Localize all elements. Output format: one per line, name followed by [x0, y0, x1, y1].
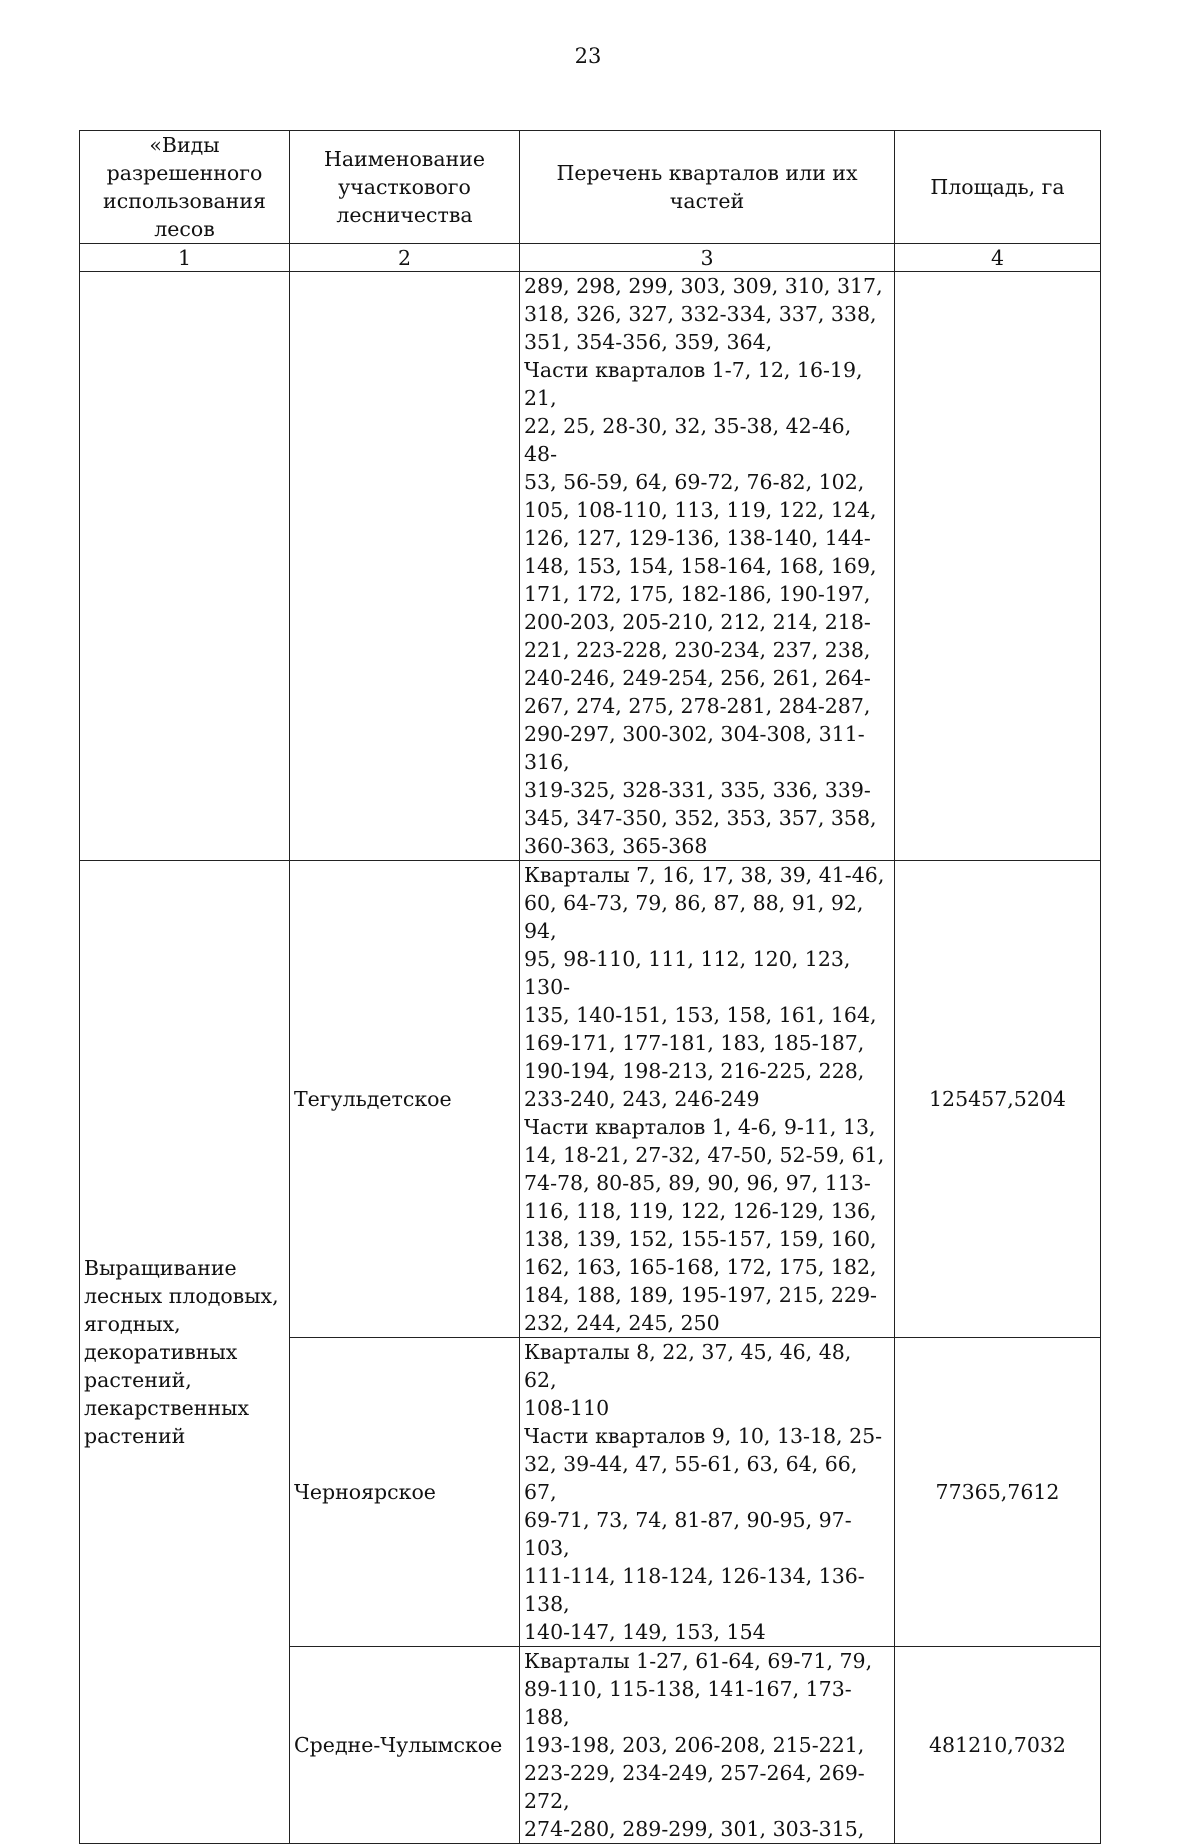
column-number-3: 3 [520, 244, 895, 272]
area-cell: 481210,7032 [895, 1647, 1101, 1844]
header-area: Площадь, га [895, 131, 1101, 244]
area-cell: 125457,5204 [895, 861, 1101, 1338]
forestry-cell: Тегульдетское [290, 861, 520, 1338]
table-row [80, 861, 1101, 1338]
header-use-type: «Виды разрешенного использования лесов [80, 131, 290, 244]
blocks-cell: Кварталы 1-27, 61-64, 69-71, 79, 89-110, 115-138, 141-167, 173-188, 193-198, 203, 206-208, 215-221, 223-229, 234-249, 257-264, 269-272, 274-280, 289-299, 301, 303-315, [520, 1647, 895, 1844]
column-number-row [80, 244, 1101, 272]
column-number-4: 4 [895, 244, 1101, 272]
header-blocks: Перечень кварталов или их частей [520, 131, 895, 244]
header-forestry: Наименование участкового лесничества [290, 131, 520, 244]
area-cell [895, 272, 1101, 861]
use-type-cell [80, 272, 290, 861]
forestry-cell: Средне-Чулымское [290, 1647, 520, 1844]
forestry-cell [290, 272, 520, 861]
table-row [80, 272, 1101, 861]
area-cell: 77365,7612 [895, 1338, 1101, 1647]
forest-use-table [79, 130, 1101, 1844]
column-number-1: 1 [80, 244, 290, 272]
page-number: 23 [574, 44, 602, 68]
blocks-cell: Кварталы 8, 22, 37, 45, 46, 48, 62, 108-110 Части кварталов 9, 10, 13-18, 25- 32, 39-44, 47, 55-61, 63, 64, 66, 67, 69-71, 73, 74, 81-87, 90-95, 97-103, 111-114, 118-124, 126-134, 136-138, 140-147, 149, 153, 154 [520, 1338, 895, 1647]
blocks-cell: Кварталы 7, 16, 17, 38, 39, 41-46, 60, 64-73, 79, 86, 87, 88, 91, 92, 94, 95, 98-110, 111, 112, 120, 123, 130- 135, 140-151, 153, 158, 161, 164, 169-171, 177-181, 183, 185-187, 190-194, 198-213, 216-225, 228, 233-240, 243, 246-249 Части кварталов 1, 4-6, 9-11, 13, 14, 18-21, 27-32, 47-50, 52-59, 61, 74-78, 80-85, 89, 90, 96, 97, 113- 116, 118, 119, 122, 126-129, 136, 138, 139, 152, 155-157, 159, 160, 162, 163, 165-168, 172, 175, 182, 184, 188, 189, 195-197, 215, 229- 232, 244, 245, 250 [520, 861, 895, 1338]
forestry-cell: Черноярское [290, 1338, 520, 1647]
blocks-cell: 289, 298, 299, 303, 309, 310, 317, 318, 326, 327, 332-334, 337, 338, 351, 354-356, 359, 364, Части кварталов 1-7, 12, 16-19, 21, 22, 25, 28-30, 32, 35-38, 42-46, 48- 53, 56-59, 64, 69-72, 76-82, 102, 105, 108-110, 113, 119, 122, 124, 126, 127, 129-136, 138-140, 144- 148, 153, 154, 158-164, 168, 169, 171, 172, 175, 182-186, 190-197, 200-203, 205-210, 212, 214, 218- 221, 223-228, 230-234, 237, 238, 240-246, 249-254, 256, 261, 264- 267, 274, 275, 278-281, 284-287, 290-297, 300-302, 304-308, 311-316, 319-325, 328-331, 335, 336, 339- 345, 347-350, 352, 353, 357, 358, 360-363, 365-368 [520, 272, 895, 861]
table-header-row [80, 131, 1101, 244]
use-type-cell: Выращивание лесных плодовых, ягодных, декоративных растений, лекарственных растений [80, 861, 290, 1844]
column-number-2: 2 [290, 244, 520, 272]
